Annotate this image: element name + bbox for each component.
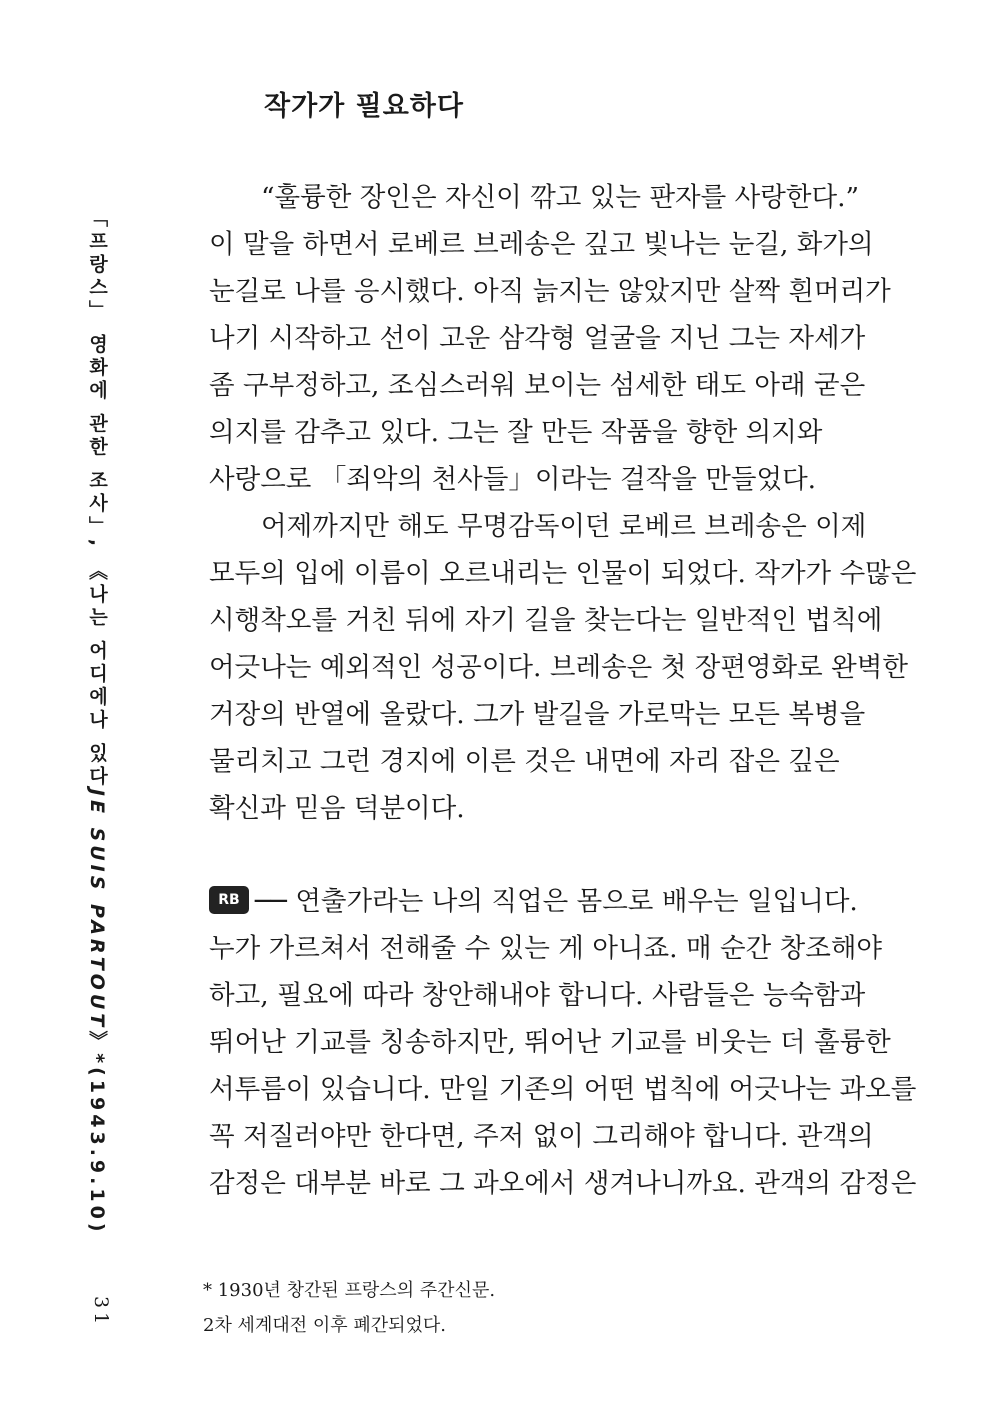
paragraph-line: “훌륭한 장인은 자신이 깎고 있는 판자를 사랑한다.” xyxy=(261,182,860,213)
paragraph-line: 물리치고 그런 경지에 이른 것은 내면에 자리 잡은 깊은 xyxy=(209,746,840,777)
paragraph-line: 거장의 반열에 올랐다. 그가 발길을 가로막는 모든 복병을 xyxy=(209,699,866,730)
interview-answer-line xyxy=(209,878,969,925)
paragraph-line: 모두의 입에 이름이 오르내리는 인물이 되었다. 작가가 수많은 xyxy=(209,558,917,589)
paragraph-line: 확신과 믿음 덕분이다. xyxy=(209,793,465,824)
paragraph-line: 좀 구부정하고, 조심스러워 보이는 섬세한 태도 아래 굳은 xyxy=(209,370,866,401)
footnote xyxy=(203,1273,495,1343)
footnote-line: 2차 세계대전 이후 폐간되었다. xyxy=(203,1315,446,1336)
paragraph-line: 감정은 대부분 바로 그 과오에서 생겨나니까요. 관객의 감정은 xyxy=(209,1168,917,1199)
paragraph-line: 꼭 저질러야만 한다면, 주저 없이 그리해야 합니다. 관객의 xyxy=(209,1121,874,1152)
running-title-main: 「프랑스」 영화에 관한 조사」, 《나는 어디에나 있다 xyxy=(86,208,108,789)
paragraph-line: 하고, 필요에 따라 창안해내야 합니다. 사람들은 능숙함과 xyxy=(209,980,866,1011)
paragraph-line: 어제까지만 해도 무명감독이던 로베르 브레송은 이제 xyxy=(261,511,867,542)
paragraph-line: 사랑으로 「죄악의 천사들」이라는 걸작을 만들었다. xyxy=(209,464,817,495)
paragraph-line: 이 말을 하면서 로베르 브레송은 깊고 빛나는 눈길, 화가의 xyxy=(209,229,874,260)
paragraph-line: 어긋나는 예외적인 성공이다. 브레송은 첫 장편영화로 완벽한 xyxy=(209,652,908,683)
running-title-latin: JE SUIS PARTOUT xyxy=(86,788,108,1031)
paragraph-line: 나기 시작하고 선이 고운 삼각형 얼굴을 지닌 그는 자세가 xyxy=(209,323,866,354)
speaker-badge: RB xyxy=(209,886,249,914)
paragraph-line: 누가 가르쳐서 전해줄 수 있는 게 아니죠. 매 순간 창조해야 xyxy=(209,933,883,964)
paragraph-line: 시행착오를 거친 뒤에 자기 길을 찾는다는 일반적인 법칙에 xyxy=(209,605,883,636)
body-text xyxy=(209,174,969,1207)
interview-answer-text: ── 연출가라는 나의 직업은 몸으로 배우는 일입니다. xyxy=(255,886,858,917)
running-title-suffix: 》*(1943.9.10) xyxy=(86,1030,108,1236)
paragraph-gap xyxy=(209,832,969,878)
paragraph-line: 눈길로 나를 응시했다. 아직 늙지는 않았지만 살짝 흰머리가 xyxy=(209,276,891,307)
paragraph-line: 서투름이 있습니다. 만일 기존의 어떤 법칙에 어긋나는 과오를 xyxy=(209,1074,917,1105)
running-title xyxy=(84,208,111,1236)
section-heading: 작가가 필요하다 xyxy=(264,91,464,122)
paragraph-line: 의지를 감추고 있다. 그는 잘 만든 작품을 향한 의지와 xyxy=(209,417,823,448)
page-number: 31 xyxy=(90,1296,112,1329)
paragraph-line: 뛰어난 기교를 칭송하지만, 뛰어난 기교를 비웃는 더 훌륭한 xyxy=(209,1027,891,1058)
footnote-line: * 1930년 창간된 프랑스의 주간신문. xyxy=(203,1280,496,1301)
